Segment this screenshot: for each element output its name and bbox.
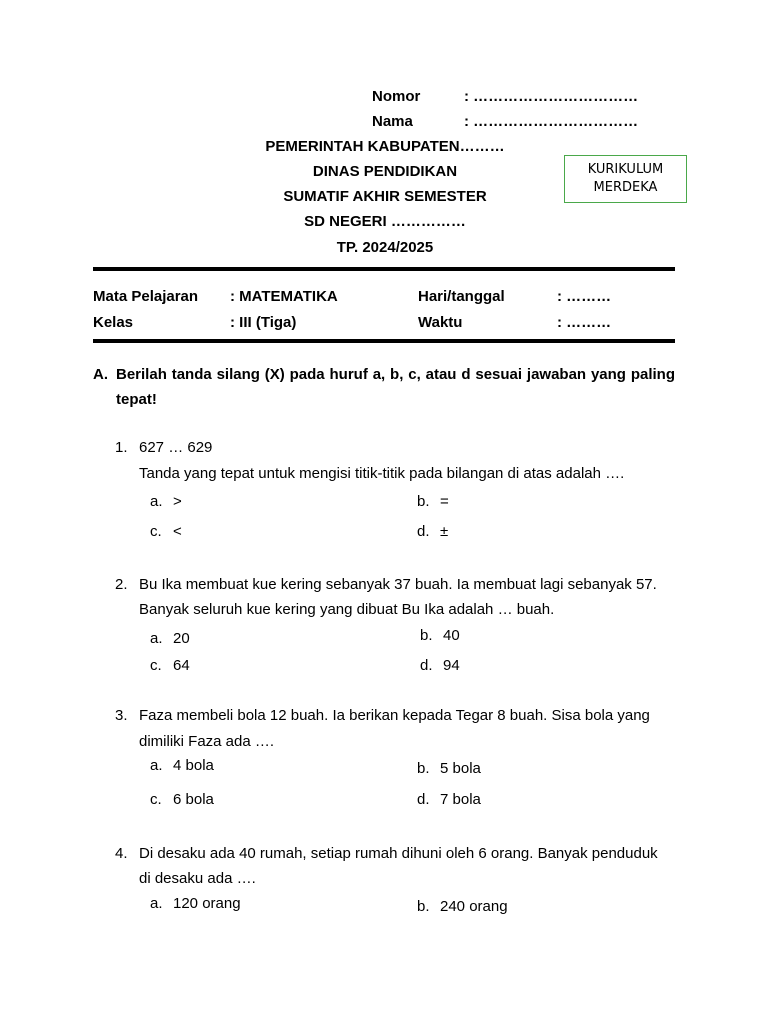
question-text-line2: Tanda yang tepat untuk mengisi titik-titik pada bilangan di atas adalah …. xyxy=(139,465,625,482)
class-label: Kelas xyxy=(93,314,134,331)
option-text: = xyxy=(440,493,449,510)
option-letter: b. xyxy=(420,627,433,644)
option-d[interactable] xyxy=(420,657,460,674)
question-number: 1. xyxy=(115,439,128,456)
option-text: 7 bola xyxy=(440,791,481,808)
option-letter: b. xyxy=(417,760,430,777)
question-text-line1: 627 … 629 xyxy=(139,439,213,456)
option-b[interactable] xyxy=(417,898,508,915)
option-c[interactable] xyxy=(150,523,182,540)
school-year: TP. 2024/2025 xyxy=(336,239,434,256)
option-a[interactable] xyxy=(150,493,182,510)
option-text: < xyxy=(173,523,182,540)
subject-value: : MATEMATIKA xyxy=(230,288,338,305)
section-a-letter: A. xyxy=(93,366,108,383)
option-text: 4 bola xyxy=(173,757,214,774)
time-value: : ……… xyxy=(557,314,612,331)
option-text: 94 xyxy=(443,657,460,674)
class-value: : III (Tiga) xyxy=(230,314,297,331)
option-text: 20 xyxy=(173,630,190,647)
curriculum-badge-line1: KURIKULUM xyxy=(587,162,664,177)
exam-title: SUMATIF AKHIR SEMESTER xyxy=(283,188,487,205)
curriculum-badge-line2: MERDEKA xyxy=(593,180,658,195)
option-letter: b. xyxy=(417,493,430,510)
option-letter: c. xyxy=(150,523,162,540)
option-letter: a. xyxy=(150,630,163,647)
option-text: > xyxy=(173,493,182,510)
option-b[interactable] xyxy=(420,627,460,644)
option-letter: b. xyxy=(417,898,430,915)
option-letter: c. xyxy=(150,791,162,808)
option-text: 64 xyxy=(173,657,190,674)
time-label: Waktu xyxy=(418,314,463,331)
header-divider-top xyxy=(93,267,675,271)
option-letter: a. xyxy=(150,757,163,774)
option-letter: d. xyxy=(420,657,433,674)
question-text-line1: Bu Ika membuat kue kering sebanyak 37 buah. Ia membuat lagi sebanyak 57. xyxy=(139,576,657,593)
option-c[interactable] xyxy=(150,657,190,674)
government-title: PEMERINTAH KABUPATEN……… xyxy=(265,138,505,155)
date-label: Hari/tanggal xyxy=(418,288,505,305)
option-d[interactable] xyxy=(417,791,481,808)
option-a[interactable] xyxy=(150,630,190,647)
option-letter: d. xyxy=(417,523,430,540)
question-text-line1: Faza membeli bola 12 buah. Ia berikan kepada Tegar 8 buah. Sisa bola yang xyxy=(139,707,650,724)
agency-title: DINAS PENDIDIKAN xyxy=(312,163,458,180)
school-title: SD NEGERI …………… xyxy=(304,213,466,230)
subject-label: Mata Pelajaran xyxy=(93,288,199,305)
nama-value: : …………………………… xyxy=(464,113,639,130)
nomor-label: Nomor xyxy=(372,88,421,105)
question-number: 3. xyxy=(115,707,128,724)
option-text: 40 xyxy=(443,627,460,644)
option-letter: d. xyxy=(417,791,430,808)
date-value: : ……… xyxy=(557,288,612,305)
section-a xyxy=(93,362,675,412)
option-letter: c. xyxy=(150,657,162,674)
option-b[interactable] xyxy=(417,760,481,777)
question-text-line2: Banyak seluruh kue kering yang dibuat Bu Ika adalah … buah. xyxy=(139,601,555,618)
question-text-line2: dimiliki Faza ada …. xyxy=(139,733,275,750)
option-text: 120 orang xyxy=(173,895,241,912)
option-text: 6 bola xyxy=(173,791,214,808)
question-number: 2. xyxy=(115,576,128,593)
option-b[interactable] xyxy=(417,493,449,510)
option-d[interactable] xyxy=(417,523,448,540)
header-divider-bottom xyxy=(93,339,675,343)
option-text: 240 orang xyxy=(440,898,508,915)
section-a-instruction: Berilah tanda silang (X) pada huruf a, b, c, atau d sesuai jawaban yang paling tepat! xyxy=(116,366,675,408)
nomor-value: : …………………………… xyxy=(464,88,639,105)
question-text-line2: di desaku ada …. xyxy=(139,870,256,887)
option-a[interactable] xyxy=(150,757,214,774)
option-letter: a. xyxy=(150,493,163,510)
question-number: 4. xyxy=(115,845,128,862)
nama-label: Nama xyxy=(372,113,413,130)
option-letter: a. xyxy=(150,895,163,912)
question-text-line1: Di desaku ada 40 rumah, setiap rumah dihuni oleh 6 orang. Banyak penduduk xyxy=(139,845,658,862)
option-a[interactable] xyxy=(150,895,241,912)
option-text: ± xyxy=(440,523,449,540)
option-text: 5 bola xyxy=(440,760,481,777)
option-c[interactable] xyxy=(150,791,214,808)
curriculum-badge xyxy=(564,155,687,203)
